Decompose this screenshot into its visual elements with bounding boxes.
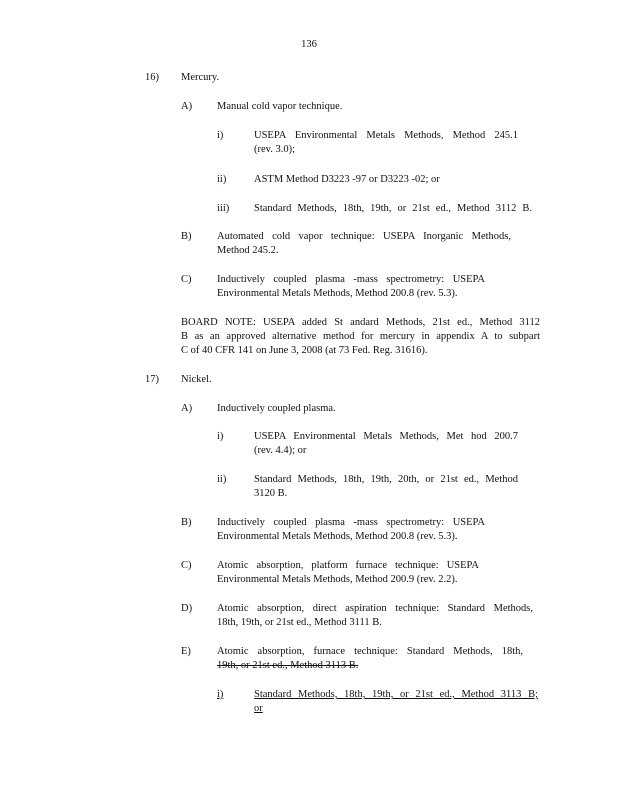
item-17-B-line2: Environmental Metals Methods, Method 200.8 (rev. 5.3). [217, 531, 458, 542]
item-16-B-line2: Method 245.2. [217, 245, 279, 256]
item-17-C-label: C) [181, 560, 192, 571]
item-17-title: Nickel. [181, 374, 212, 385]
page-number: 136 [301, 39, 317, 50]
item-17-E-line2-deleted: 19th, or 21st ed., Method 3113 B. [217, 660, 359, 671]
item-17-Ei-line1-inserted: Standard Methods, 18th, 19th, or 21st ed., Method 3113 B; [254, 689, 538, 700]
item-17-B-label: B) [181, 517, 192, 528]
item-17-D-label: D) [181, 603, 193, 614]
item-16-C-line2: Environmental Metals Methods, Method 200.8 (rev. 5.3). [217, 288, 458, 299]
board-note-line2: B as an approved alternative method for mercury in appendix A to subpart [181, 331, 540, 342]
item-16-B-label: B) [181, 231, 192, 242]
item-17-Ai-line2: (rev. 4.4); or [254, 445, 307, 456]
item-17-A-text: Inductively coupled plasma. [217, 403, 336, 414]
item-17-Ei-label-inserted: i) [217, 689, 224, 700]
item-16-A-text: Manual cold vapor technique. [217, 101, 343, 112]
item-16-Aii-label: ii) [217, 174, 227, 185]
item-17-Ei-line2-inserted: or [254, 703, 263, 714]
item-17-C-line1: Atomic absorption, platform furnace technique: USEPA [217, 560, 479, 571]
item-17-D-line1: Atomic absorption, direct aspiration technique: Standard Methods, [217, 603, 533, 614]
item-16-Ai-label: i) [217, 130, 224, 141]
item-16-Ai-line1: USEPA Environmental Metals Methods, Method 245.1 [254, 130, 518, 141]
item-16-B-line1: Automated cold vapor technique: USEPA Inorganic Methods, [217, 231, 511, 242]
item-17-Aii-label: ii) [217, 474, 227, 485]
item-16-number: 16) [145, 72, 159, 83]
item-16-Aiii-label: iii) [217, 203, 230, 214]
item-17-Ai-line1: USEPA Environmental Metals Methods, Met hod 200.7 [254, 431, 518, 442]
item-16-Ai-line2: (rev. 3.0); [254, 144, 296, 155]
item-17-E-label: E) [181, 646, 191, 657]
item-17-E-line1: Atomic absorption, furnace technique: Standard Methods, 18th, [217, 646, 523, 657]
board-note-line3: C of 40 CFR 141 on June 3, 2008 (at 73 Fed. Reg. 31616). [181, 345, 428, 356]
item-17-Aii-line1: Standard Methods, 18th, 19th, 20th, or 21st ed., Method [254, 474, 518, 485]
item-16-A-label: A) [181, 101, 193, 112]
item-16-C-label: C) [181, 274, 192, 285]
item-16-title: Mercury. [181, 72, 220, 83]
item-16-Aiii-text: Standard Methods, 18th, 19th, or 21st ed., Method 3112 B. [254, 203, 532, 214]
item-17-B-line1: Inductively coupled plasma -mass spectrometry: USEPA [217, 517, 485, 528]
item-17-Ai-label: i) [217, 431, 224, 442]
item-17-A-label: A) [181, 403, 193, 414]
item-17-Aii-line2: 3120 B. [254, 488, 288, 499]
board-note-line1: BOARD NOTE: USEPA added St andard Methods, 21st ed., Method 3112 [181, 317, 540, 328]
item-17-D-line2: 18th, 19th, or 21st ed., Method 3111 B. [217, 617, 382, 628]
item-16-Aii-text: ASTM Method D3223 -97 or D3223 -02; or [254, 174, 440, 185]
item-16-C-line1: Inductively coupled plasma -mass spectrometry: USEPA [217, 274, 485, 285]
item-17-C-line2: Environmental Metals Methods, Method 200.9 (rev. 2.2). [217, 574, 458, 585]
item-17-number: 17) [145, 374, 159, 385]
